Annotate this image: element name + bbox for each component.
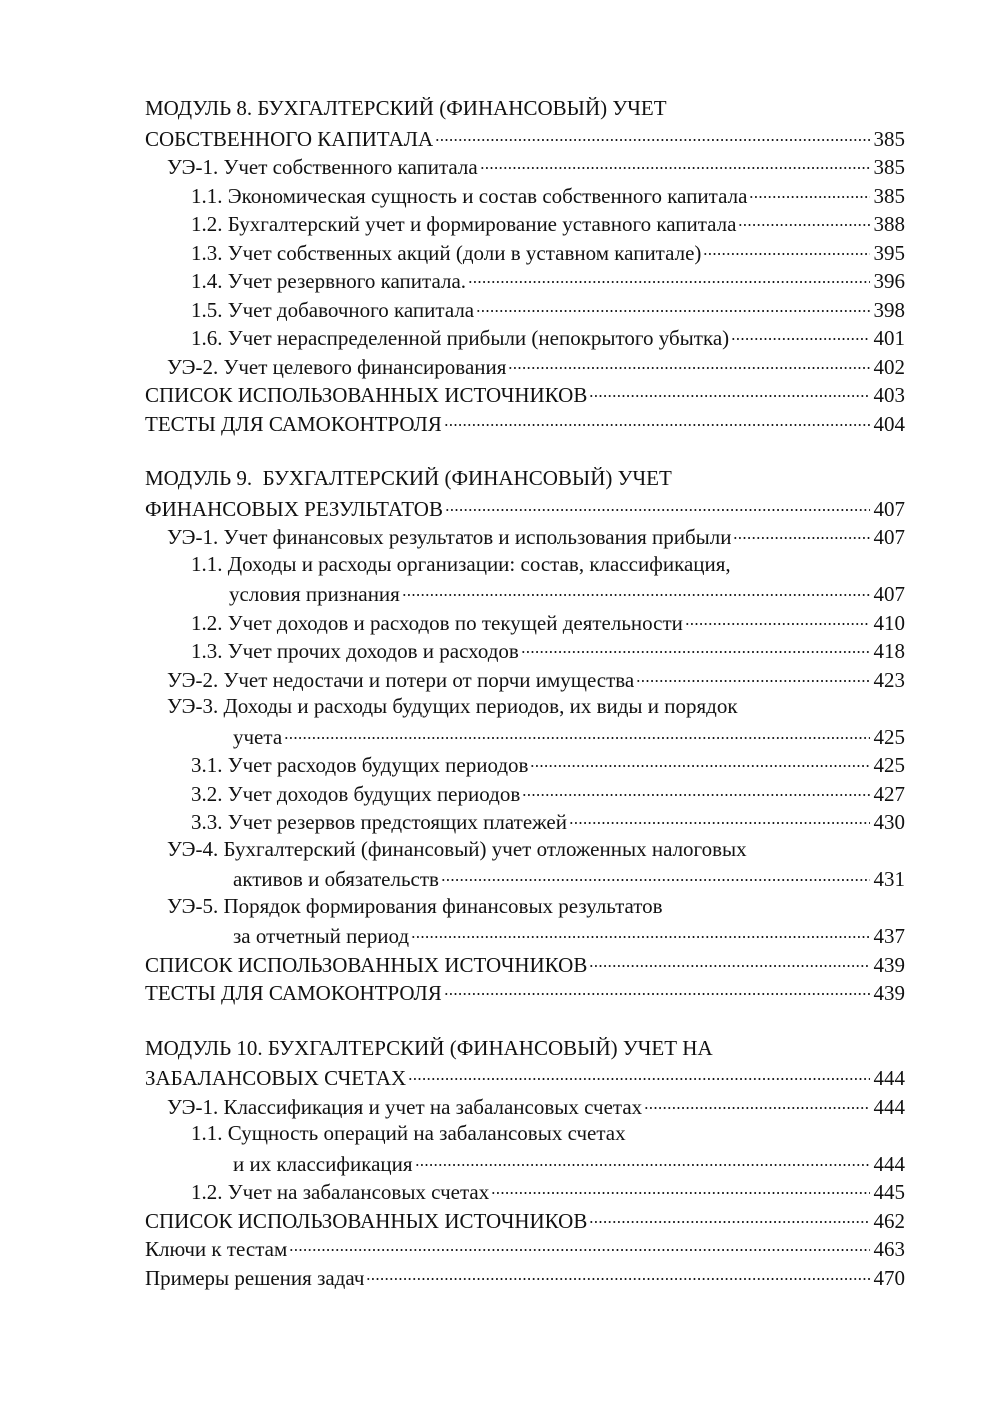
toc-page-number: 410 — [873, 610, 905, 635]
toc-page-number: 402 — [873, 354, 905, 379]
dot-leader — [445, 493, 870, 516]
toc-entry — [145, 521, 905, 550]
toc-entry — [145, 294, 905, 323]
toc-page-number: 463 — [873, 1237, 905, 1262]
toc-entry — [145, 977, 905, 1006]
module-9-heading-line2 — [145, 493, 905, 522]
toc-page-number: 418 — [873, 639, 905, 664]
toc-entry-text: УЭ-2. Учет целевого финансирования — [167, 354, 507, 379]
toc-page-number: 388 — [873, 212, 905, 237]
toc-entry — [145, 379, 905, 408]
toc-entry-text: 1.4. Учет резервного капитала. — [191, 269, 467, 294]
dot-leader — [749, 180, 869, 203]
toc-page-number: 403 — [873, 383, 905, 408]
toc-entry-text: МОДУЛЬ 9. БУХГАЛТЕРСКИЙ (ФИНАНСОВЫЙ) УЧЕТ — [145, 466, 672, 490]
toc-entry — [145, 351, 905, 380]
dot-leader — [491, 1176, 869, 1199]
toc-page-number: 407 — [873, 525, 905, 550]
module-8-heading-line2 — [145, 123, 905, 152]
toc-entry — [145, 664, 905, 693]
toc-entry-text: 1.6. Учет нераспределенной прибыли (непокрытого убытка) — [191, 326, 730, 351]
toc-entry-text: ТЕСТЫ ДЛЯ САМОКОНТРОЛЯ — [145, 981, 442, 1006]
toc-entry-text: 1.1. Экономическая сущность и состав собственного капитала — [191, 183, 748, 208]
dot-leader — [569, 806, 870, 829]
dot-leader — [415, 1148, 870, 1171]
toc-entry-text: СОБСТВЕННОГО КАПИТАЛА — [145, 126, 434, 151]
dot-leader — [685, 607, 870, 630]
toc-entry-text: 1.1. Сущность операций на забалансовых счетах — [191, 1121, 626, 1145]
toc-page-number: 396 — [873, 269, 905, 294]
dot-leader — [636, 664, 869, 687]
toc-entry-text: активов и обязательств — [233, 867, 439, 892]
dot-leader — [444, 977, 870, 1000]
toc-entry-text: УЭ-5. Порядок формирования финансовых результатов — [167, 893, 663, 918]
toc-page-number: 444 — [873, 1066, 905, 1091]
toc-entry-text: 1.3. Учет собственных акций (доли в уставном капитале) — [191, 240, 702, 265]
toc-entry-continuation — [145, 920, 905, 949]
toc-entry — [145, 151, 905, 180]
toc-entry-text: 1.5. Учет добавочного капитала — [191, 297, 475, 322]
toc-entry-text: условия признания — [229, 582, 400, 607]
toc-entry — [145, 692, 905, 721]
dot-leader — [402, 578, 870, 601]
module-8-section — [145, 94, 905, 436]
toc-entry — [145, 892, 905, 921]
toc-page-number: 385 — [873, 183, 905, 208]
toc-entry-text: СПИСОК ИСПОЛЬЗОВАННЫХ ИСТОЧНИКОВ — [145, 383, 588, 408]
toc-page-number: 395 — [873, 240, 905, 265]
dot-leader — [733, 521, 869, 544]
toc-page-number: 439 — [873, 981, 905, 1006]
toc-entry-text: 3.3. Учет резервов предстоящих платежей — [191, 810, 567, 835]
toc-entry-text: 1.2. Учет доходов и расходов по текущей деятельности — [191, 610, 683, 635]
toc-entry-text: 1.2. Бухгалтерский учет и формирование уставного капитала — [191, 212, 737, 237]
toc-page-number: 407 — [873, 582, 905, 607]
toc-entry-text: УЭ-1. Учет собственного капитала — [167, 155, 478, 180]
toc-page-number: 430 — [873, 810, 905, 835]
toc-entry-text: и их классификация — [233, 1151, 413, 1176]
toc-entry-text: 3.1. Учет расходов будущих периодов — [191, 753, 529, 778]
dot-leader — [411, 920, 869, 943]
dot-leader — [366, 1262, 869, 1285]
toc-page-number: 385 — [873, 126, 905, 151]
toc-entry-text: УЭ-4. Бухгалтерский (финансовый) учет отложенных налоговых — [167, 836, 747, 861]
toc-entry — [145, 1119, 905, 1148]
toc-entry — [145, 607, 905, 636]
toc-entry-text: МОДУЛЬ 10. БУХГАЛТЕРСКИЙ (ФИНАНСОВЫЙ) УЧЕТ НА — [145, 1035, 713, 1060]
toc-entry-continuation — [145, 1148, 905, 1177]
toc-entry — [145, 180, 905, 209]
toc-page-number: 407 — [873, 496, 905, 521]
toc-entry-text: СПИСОК ИСПОЛЬЗОВАННЫХ ИСТОЧНИКОВ — [145, 1208, 588, 1233]
dot-leader — [522, 778, 869, 801]
toc-entry — [145, 835, 905, 864]
module-9-heading-line1 — [145, 464, 905, 493]
dot-leader — [435, 123, 869, 146]
toc-entry — [145, 749, 905, 778]
toc-entry-text: МОДУЛЬ 8. БУХГАЛТЕРСКИЙ (ФИНАНСОВЫЙ) УЧЕТ — [145, 96, 667, 120]
toc-page-number: 444 — [873, 1094, 905, 1119]
dot-leader — [444, 408, 870, 431]
toc-entry — [145, 806, 905, 835]
dot-leader — [530, 749, 869, 772]
dot-leader — [589, 949, 869, 972]
module-10-heading-line1 — [145, 1034, 905, 1063]
table-of-contents — [145, 94, 905, 1318]
toc-page-number: 425 — [873, 753, 905, 778]
dot-leader — [644, 1091, 869, 1114]
toc-page-number: 444 — [873, 1151, 905, 1176]
toc-entry — [145, 237, 905, 266]
dot-leader — [480, 151, 870, 174]
toc-entry-continuation — [145, 863, 905, 892]
dot-leader — [521, 635, 870, 658]
toc-entry-text: ЗАБАЛАНСОВЫХ СЧЕТАХ — [145, 1066, 407, 1091]
dot-leader — [703, 237, 869, 260]
toc-entry — [145, 322, 905, 351]
toc-page-number: 425 — [873, 724, 905, 749]
toc-page-number: 437 — [873, 924, 905, 949]
dot-leader — [589, 379, 869, 402]
toc-entry-text: 1.1. Доходы и расходы организации: состав, классификация, — [191, 551, 731, 576]
toc-entry — [145, 949, 905, 978]
dot-leader — [508, 351, 869, 374]
toc-page-number: 398 — [873, 297, 905, 322]
dot-leader — [284, 721, 869, 744]
toc-page-number: 445 — [873, 1180, 905, 1205]
toc-entry — [145, 208, 905, 237]
toc-entry — [145, 550, 905, 579]
toc-entry — [145, 1176, 905, 1205]
toc-entry-text: Примеры решения задач — [145, 1265, 365, 1290]
toc-page-number: 427 — [873, 781, 905, 806]
dot-leader — [441, 863, 870, 886]
toc-page-number: 401 — [873, 326, 905, 351]
toc-entry — [145, 408, 905, 437]
toc-entry-text: ФИНАНСОВЫХ РЕЗУЛЬТАТОВ — [145, 496, 443, 521]
toc-entry-text: УЭ-1. Учет финансовых результатов и использования прибыли — [167, 525, 732, 550]
toc-entry — [145, 1205, 905, 1234]
toc-entry-continuation — [145, 721, 905, 750]
toc-entry — [145, 265, 905, 294]
toc-entry — [145, 1233, 905, 1262]
toc-entry-text: учета — [233, 724, 283, 749]
toc-entry-text: Ключи к тестам — [145, 1237, 288, 1262]
dot-leader — [468, 265, 869, 288]
toc-entry-text: за отчетный период — [233, 924, 410, 949]
dot-leader — [289, 1233, 869, 1256]
dot-leader — [408, 1062, 869, 1085]
toc-entry — [145, 778, 905, 807]
toc-entry-text: УЭ-1. Классификация и учет на забалансовых счетах — [167, 1094, 643, 1119]
dot-leader — [738, 208, 869, 231]
toc-page-number: 439 — [873, 952, 905, 977]
dot-leader — [476, 294, 869, 317]
toc-entry-text: УЭ-2. Учет недостачи и потери от порчи имущества — [167, 667, 635, 692]
toc-page-number: 423 — [873, 667, 905, 692]
toc-entry-text: 1.3. Учет прочих доходов и расходов — [191, 639, 519, 664]
toc-page-number: 462 — [873, 1208, 905, 1233]
toc-page-number: 470 — [873, 1265, 905, 1290]
toc-page-number: 404 — [873, 411, 905, 436]
module-9-section — [145, 464, 905, 1006]
toc-entry-text: СПИСОК ИСПОЛЬЗОВАННЫХ ИСТОЧНИКОВ — [145, 952, 588, 977]
module-10-section — [145, 1034, 905, 1291]
toc-entry — [145, 1262, 905, 1291]
toc-entry-text: 1.2. Учет на забалансовых счетах — [191, 1180, 490, 1205]
toc-entry-text: УЭ-3. Доходы и расходы будущих периодов, их виды и порядок — [167, 694, 738, 718]
toc-page-number: 431 — [873, 867, 905, 892]
module-8-heading-line1 — [145, 94, 905, 123]
toc-entry — [145, 635, 905, 664]
toc-entry-text: 3.2. Учет доходов будущих периодов — [191, 781, 521, 806]
module-10-heading-line2 — [145, 1062, 905, 1091]
toc-entry-text: ТЕСТЫ ДЛЯ САМОКОНТРОЛЯ — [145, 411, 442, 436]
toc-entry-continuation — [145, 578, 905, 607]
dot-leader — [731, 322, 869, 345]
toc-entry — [145, 1091, 905, 1120]
dot-leader — [589, 1205, 869, 1228]
toc-page-number: 385 — [873, 155, 905, 180]
